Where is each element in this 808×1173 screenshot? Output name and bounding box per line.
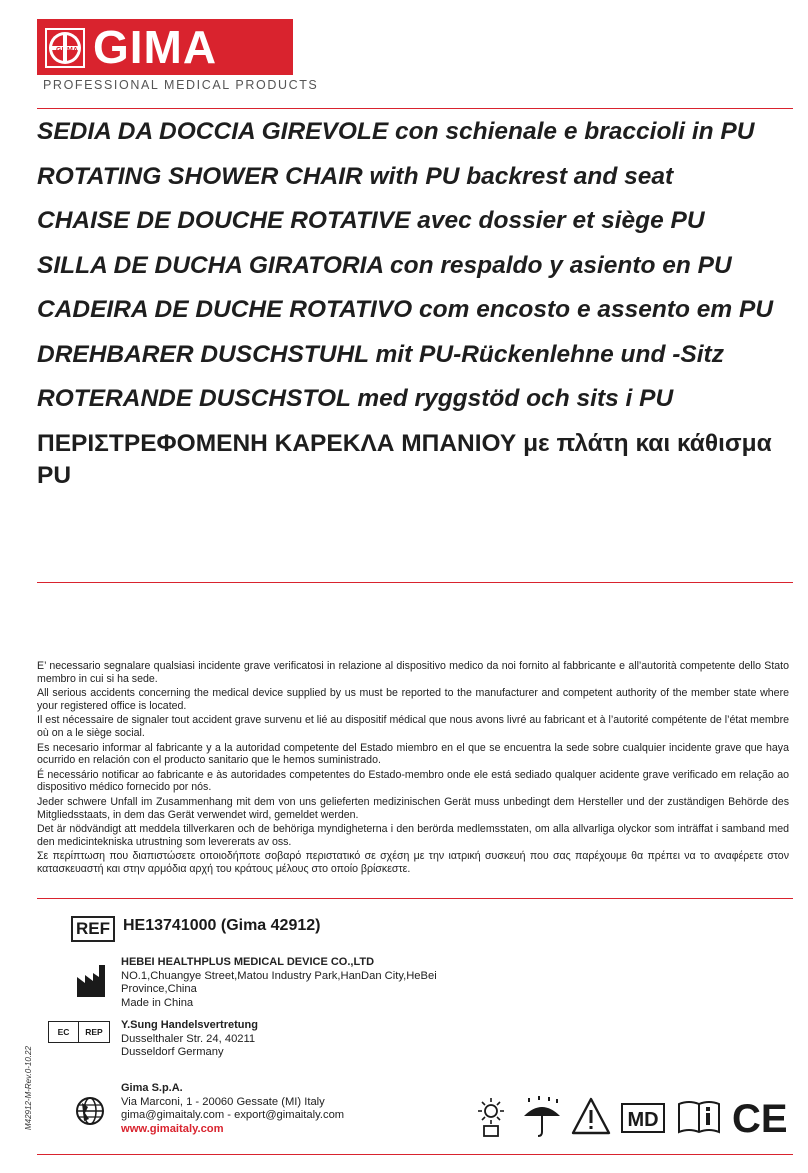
brand-wordmark: GIMA [93, 21, 218, 73]
title-en: ROTATING SHOWER CHAIR with PU backrest and seat [37, 162, 674, 190]
divider-top [37, 108, 793, 109]
title-de: DREHBARER DUSCHSTUHL mit PU-Rückenlehne und -Sitz [37, 340, 724, 368]
product-titles [37, 116, 787, 504]
document-reference: M42912-M-Rev.0-10.22 [24, 1046, 33, 1130]
gima-badge-icon [45, 28, 85, 68]
badge-text-right: MA [67, 47, 78, 54]
distributor-block [121, 1082, 421, 1136]
ec-rep-symbol [48, 1021, 110, 1043]
distributor-emails[interactable]: gima@gimaitaly.com - export@gimaitaly.com [121, 1109, 345, 1121]
ec-label: EC [49, 1022, 79, 1042]
ec-rep-address-1: Dusselthaler Str. 24, 40211 [121, 1032, 256, 1045]
distributor-address: Via Marconi, 1 - 20060 Gessate (MI) Italy [121, 1095, 325, 1108]
gima-logo [37, 19, 293, 75]
title-el: ΠΕΡΙΣΤΡΕΦΟΜΕΝΗ ΚΑΡΕΚΛΑ ΜΠΑΝΙΟΥ με πλάτη και κάθισμα PU [37, 429, 772, 489]
title-fr: CHAISE DE DOUCHE ROTATIVE avec dossier et siège PU [37, 207, 705, 234]
warning-el: Σε περίπτωση που διαπιστώσετε οποιοδήποτε σοβαρό περιστατικό σε σχέση με την ιατρική συσκευή που σας παρέχουμε θα πρέπει να το αναφέρετε στον κατασκευαστή και στην αρμόδια αρχή του κράτους μέλους στο οποίο βρίσκεστε. [37, 850, 789, 875]
ec-rep-name: Y.Sung Handelsvertretung [121, 1019, 258, 1031]
medical-device-icon [620, 1096, 666, 1138]
manufacturer-address-2: Province,China [121, 983, 197, 995]
warning-it: E’ necessario segnalare qualsiasi incidente grave verificatosi in relazione al dispositivo medico da noi fornito al fabbricante e all’autorità competente dello Stato membro in cui si ha sede. [37, 660, 789, 685]
consult-instructions-icon [676, 1096, 722, 1138]
distributor-name: Gima S.p.A. [121, 1082, 183, 1094]
rep-label: REP [85, 1027, 103, 1037]
ce-mark-icon [732, 1096, 794, 1138]
title-es: SILLA DE DUCHA GIRATORIA con respaldo y asiento en PU [37, 251, 732, 279]
title-it: SEDIA DA DOCCIA GIREVOLE con schienale e braccioli in PU [37, 118, 755, 145]
warning-de: Jeder schwere Unfall im Zusammenhang mit dem von uns gelieferten medizinischen Gerät muss unbedingt dem Hersteller und der zuständigen Behörde des Mitgliedsstaats, in dem das Gerät verwendet wird, gemeldet werden. [37, 795, 789, 821]
brand-tagline: PROFESSIONAL MEDICAL PRODUCTS [43, 78, 319, 92]
ce-label: CE [732, 1097, 788, 1138]
warning-es: Es necesario informar al fabricante y a la autoridad competente del Estado miembro en el que se encuentra la sede sobre cualquier incidente grave que haya ocurrido en relación con el producto sanitario que le hemos suministrado. [37, 741, 789, 767]
incident-reporting-notice [37, 660, 789, 878]
globe-icon [74, 1095, 106, 1127]
warning-fr: Il est nécessaire de signaler tout accident grave survenu et lié au dispositif médical que nous avons livré au fabricant et à l’autorité compétente de l’état membre où on a le siège social. [37, 714, 789, 739]
manufacturer-icon [75, 963, 111, 999]
divider-lower [37, 898, 793, 899]
title-sv: ROTERANDE DUSCHSTOL med ryggstöd och sits i PU [37, 385, 674, 412]
badge-text-left: GI [56, 47, 64, 54]
md-label: MD [627, 1109, 659, 1131]
manufacturer-name: HEBEI HEALTHPLUS MEDICAL DEVICE CO.,LTD [121, 956, 375, 968]
ref-symbol: REF [71, 916, 115, 942]
distributor-website-link[interactable]: www.gimaitaly.com [121, 1122, 224, 1135]
divider-bottom [37, 1154, 793, 1155]
title-pt: CADEIRA DE DUCHE ROTATIVO com encosto e assento em PU [37, 296, 774, 323]
manufacturer-block [121, 956, 461, 1010]
keep-dry-icon [520, 1096, 564, 1138]
ec-rep-block [121, 1019, 421, 1060]
warning-pt: É necessário notificar ao fabricante e às autoridades competentes do Estado-membro onde ele está sediado qualquer acidente grave verificado em relação ao dispositivo médico fornecido por nós. [37, 768, 789, 794]
manufacturer-origin: Made in China [121, 996, 194, 1009]
manufacturer-address-1: NO.1,Chuangye Street,Matou Industry Park,HanDan City,HeBei [121, 969, 437, 982]
keep-away-from-sunlight-icon [470, 1096, 512, 1138]
caution-icon [570, 1096, 612, 1138]
ec-rep-address-2: Dusseldorf Germany [121, 1046, 224, 1058]
warning-sv: Det är nödvändigt att meddela tillverkaren och de behöriga myndigheterna i den berörda medlemsstaten, om alla allvarliga olyckor som inträffat i samband med den medicintekniska utrustning som levererats av oss. [37, 823, 789, 848]
ref-code: HE13741000 (Gima 42912) [123, 917, 321, 934]
warning-en: All serious accidents concerning the medical device supplied by us must be reported to the manufacturer and competent authority of the member state where your registered office is located. [37, 687, 789, 712]
divider-middle [37, 582, 793, 583]
